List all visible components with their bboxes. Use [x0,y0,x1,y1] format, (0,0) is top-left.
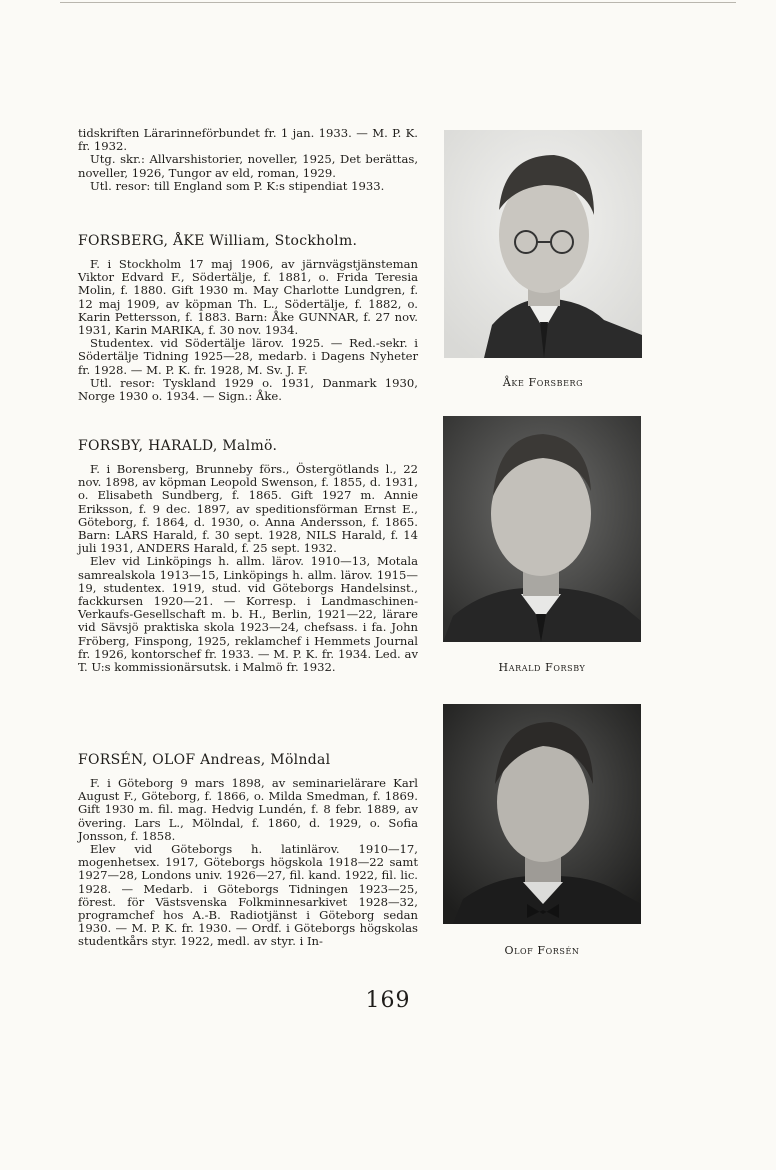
intro-line: tidskriften Lärarinneförbundet fr. 1 jan. 1933. — M. P. K. fr. 1932. [78,126,418,154]
entry-paragraph: Elev vid Göteborgs h. latinlärov. 1910—17, mogenhetsex. 1917, Göteborgs högskola 1918—22 samt 1927—28, Londons univ. 1926—27, fil. kand. 1922, fil. lic. 1928. — Medarb. i Göteborgs Tidningen 1923—25, förest. för Västsvenska Folkminnesarkivet 1928—32, programchef hos A.-B. Radiotjänst i Göteborg sedan 1930. — M. P. K. fr. 1930. — Ordf. i Göteborgs högskolas studentkårs styr. 1922, medl. av styr. i In- [78,842,418,949]
entry-forsen [78,752,418,949]
portrait-photo-forsen [443,704,641,924]
entry-heading: FORSBY, HARALD, Malmö. [78,438,278,454]
entry-paragraph: F. i Borensberg, Brunneby förs., Östergötlands l., 22 nov. 1898, av köpman Leopold Swenson, f. 1855, d. 1931, o. Elisabeth Sundberg, f. 1865. Gift 1927 m. Annie Eriksson, f. 9 dec. 1897, av speditionsförman Ernst E., Göteborg, f. 1864, d. 1930, o. Anna Andersson, f. 1865. Barn: LARS Harald, f. 30 sept. 1928, NILS Harald, f. 14 juli 1931, ANDERS Harald, f. 25 sept. 1932. [78,462,418,556]
portrait-photo-forsberg [444,130,642,358]
page-number: 169 [365,988,411,1013]
page-top-rule [60,2,736,3]
entry-paragraph: F. i Stockholm 17 maj 1906, av järnvägstjänsteman Viktor Edvard F., Södertälje, f. 1881, o. Frida Teresia Molin, f. 1880. Gift 1930 m. May Charlotte Lundgren, f. 12 maj 1909, av köpman Th. L., Södertälje, f. 1882, o. Karin Pettersson, f. 1883. Barn: Åke GUNNAR, f. 27 nov. 1931, Karin MARIKA, f. 30 nov. 1934. [78,257,418,338]
entry-paragraph: F. i Göteborg 9 mars 1898, av seminarielärare Karl August F., Göteborg, f. 1866, o. Milda Smedman, f. 1869. Gift 1930 m. fil. mag. Hedvig Lundén, f. 8 febr. 1889, av övering. Lars L., Mölndal, f. 1860, d. 1929, o. Sofia Jonsson, f. 1858. [78,776,418,843]
photo-caption: Harald Forsby [498,661,586,674]
entry-paragraph: Studentex. vid Södertälje lärov. 1925. — Red.-sekr. i Södertälje Tidning 1925—28, medarb. i Dagens Nyheter fr. 1928. — M. P. K. fr. 1928, M. Sv. J. F. [78,336,418,377]
intro-line: Utg. skr.: Allvarshistorier, noveller, 1925, Det berättas, noveller, 1926, Tungor av eld, roman, 1929. [78,152,418,180]
entry-paragraph: Elev vid Linköpings h. allm. lärov. 1910—13, Motala samrealskola 1913—15, Linköpings h. allm. lärov. 1915—19, studentex. 1919, stud. vid Göteborgs Handelsinst., fackkursen 1920—21. — Korresp. i Landmaschinen-Verkaufs-Gesellschaft m. b. H., Berlin, 1921—22, lärare vid Sävsjö praktiska skola 1923—24, chefsass. i fa. John Fröberg, Finspong, 1925, reklamchef i Hemmets Journal fr. 1926, kontorschef fr. 1933. — M. P. K. fr. 1934. Led. av T. U:s kommissionärsutsk. i Malmö fr. 1932. [78,554,418,675]
intro-line: Utl. resor: till England som P. K:s stipendiat 1933. [90,178,385,193]
entry-heading: FORSBERG, ÅKE William, Stockholm. [78,233,358,249]
photo-caption: Olof Forsén [504,944,580,957]
entry-paragraph: Utl. resor: Tyskland 1929 o. 1931, Danmark 1930, Norge 1930 o. 1934. — Sign.: Åke. [78,375,418,404]
photo-caption: Åke Forsberg [502,376,584,389]
entry-heading: FORSÉN, OLOF Andreas, Mölndal [78,752,331,768]
entry-forsberg [78,233,418,403]
entry-forsby [78,438,418,674]
portrait-photo-forsby [443,416,641,642]
intro-text [78,127,418,193]
